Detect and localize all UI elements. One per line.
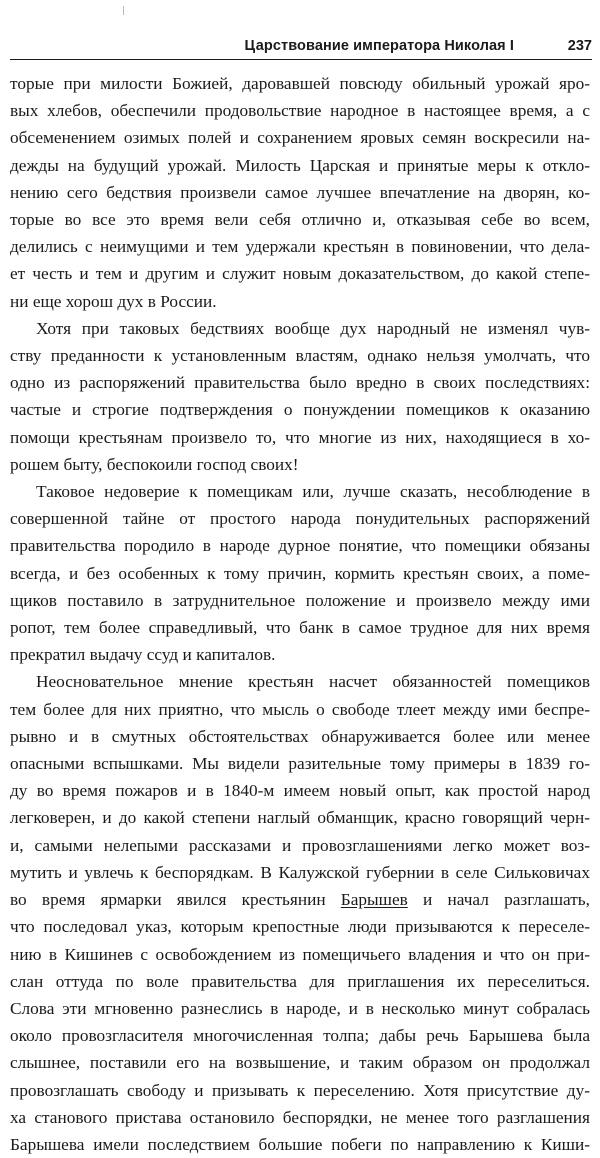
text-line: ду во время пожаров и в 1840-м имеем новый опыт, как простой народ: [10, 781, 590, 801]
text-line: нию в Кишинев с освобождением из помещичьего владения и что он при-: [10, 944, 590, 964]
text-fragment: и начал разглашать,: [407, 890, 590, 910]
page-number: 237: [567, 38, 592, 54]
text-line: Барышева имели последствием большие побеги по направлению к Киши-: [10, 1134, 590, 1154]
running-title: Царствование императора Николая I: [244, 38, 514, 54]
text-line: слан оттуда по воле правительства для приглашения их переселиться.: [10, 971, 590, 991]
text-line: ропот, тем более справедливый, что банк в самое трудное для них время: [10, 618, 590, 638]
text-line: прекратил выдачу ссуд и капиталов.: [10, 645, 276, 665]
text-line: всегда, и без особенных к тому причин, кормить крестьян своих, а поме-: [10, 563, 590, 583]
text-line: торые при милости Божией, даровавшей повсюду обильный урожай яро-: [10, 74, 590, 93]
text-fragment: во время ярмарки явился крестьянин: [10, 890, 341, 910]
text-line: тем более для них приятно, что мысль о свободе тлеет между ими беспре-: [10, 699, 590, 719]
text-line: ни еще хорош дух в России.: [10, 291, 217, 311]
text-line: слышнее, поставили его на возвышение, и таким образом он продолжал: [10, 1053, 590, 1073]
text-line: рошем быту, беспокоили господ своих!: [10, 454, 299, 474]
underlined-name: Барышев: [340, 890, 408, 910]
text-line: ет честь и тем и другим и служит новым доказательством, до какой степе-: [10, 264, 590, 284]
text-line: Слова эти мгновенно разнеслись в народе, и в несколько минут собралась: [10, 998, 590, 1018]
text-line: Хотя при таковых бедствиях вообще дух народный не изменял чув-: [36, 318, 590, 338]
text-line: делились с неимущими и тем удержали крестьян в повиновении, что дела-: [10, 237, 590, 257]
text-line: правительства породило в народе дурное понятие, что помещики обязаны: [10, 536, 590, 556]
page-header: [10, 33, 592, 60]
text-line: одно из распоряжений правительства было вредно в своих последствиях:: [10, 373, 590, 393]
text-line: Таковое недоверие к помещикам или, лучше сказать, несоблюдение в: [36, 482, 590, 502]
text-line: вых хлебов, обеспечили продовольствие народное в настоящее время, а с: [10, 101, 590, 121]
text-line: нению сего бедствия произвели самое лучшее впечатление на дворян, ко-: [10, 182, 590, 202]
text-line: легковерен, и до какой степени наглый обманщик, красно говорящий черн-: [10, 808, 590, 828]
scan-speck: [123, 6, 124, 15]
text-line: провозглашать свободу и призывать к переселению. Хотя присутствие ду-: [10, 1080, 590, 1100]
text-line: помощи крестьянам произвело то, что многие из них, находящиеся в хо-: [10, 427, 590, 447]
text-line: частые и строгие подтверждения о понуждении помещиков к оказанию: [10, 400, 590, 420]
text-line: совершенной тайне от простого народа понудительных распоряжений: [10, 509, 590, 529]
text-line: [10, 886, 590, 913]
text-line: обсеменением озимых полей и сохранением яровых семян воскресили на-: [10, 128, 590, 148]
text-line: Неосновательное мнение крестьян насчет обязанностей помещиков: [36, 672, 590, 692]
text-line: рывно и в смутных обстоятельствах обнаруживается более или менее: [10, 726, 590, 746]
text-line: дежды на будущий урожай. Милость Царская и принятые меры к откло-: [10, 155, 590, 175]
text-line: и, самыми нелепыми рассказами и провозглашениями легко может воз-: [10, 835, 590, 855]
text-line: ха станового пристава остановило беспорядки, не менее того разглашения: [10, 1107, 590, 1127]
text-line: что последовал указ, которым крепостные люди призываются к переселе-: [10, 917, 590, 937]
text-line: опасными вспышками. Мы видели разительные тому примеры в 1839 го-: [10, 754, 590, 774]
text-line: ству преданности к установленным властям, однако нельзя умолчать, что: [10, 346, 590, 366]
text-line: торые во все это время вели себя отлично и, отказывая себе во всем,: [10, 210, 590, 230]
text-line: мутить и увлечь к беспорядкам. В Калужской губернии в селе Сильковичах: [10, 862, 590, 882]
body-text: [10, 70, 590, 1158]
text-line: щиков поставило в затруднительное положение и произвело между ими: [10, 590, 590, 610]
text-line: около провозгласителя многочисленная толпа; дабы речь Барышева была: [10, 1026, 590, 1046]
